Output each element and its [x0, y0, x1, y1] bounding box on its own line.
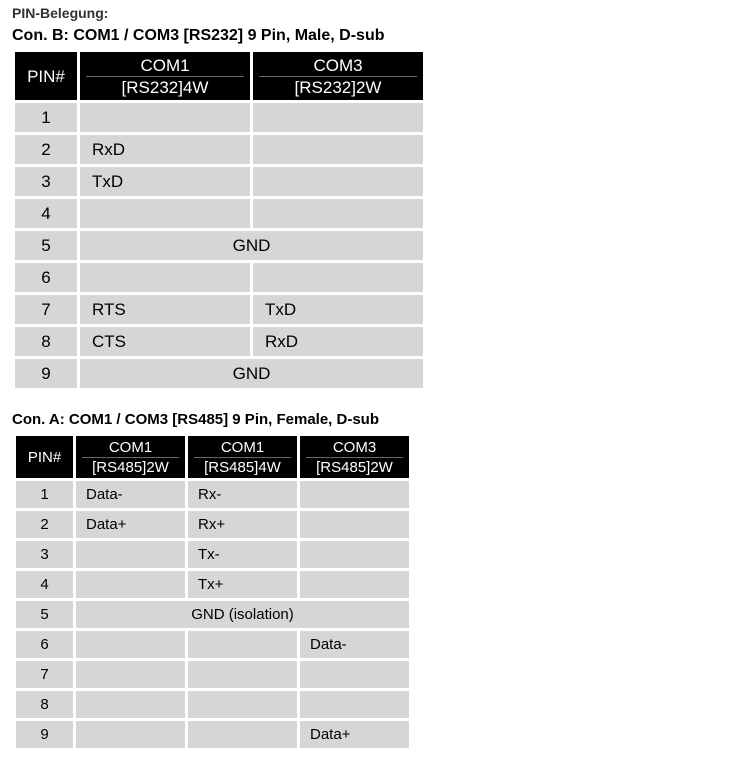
pin-number-cell: 7 — [15, 295, 77, 324]
com1-4w-signal-cell — [188, 721, 297, 748]
com3-signal-cell — [253, 263, 423, 292]
table-row — [16, 511, 409, 538]
table-row — [16, 631, 409, 658]
com1-signal-cell: CTS — [80, 327, 250, 356]
com1-2w-signal-cell — [76, 661, 185, 688]
com3-2w-signal-cell — [300, 691, 409, 718]
com3-signal-cell — [253, 167, 423, 196]
com3-2w-signal-cell: Data+ — [300, 721, 409, 748]
pin-number-cell: 5 — [16, 601, 73, 628]
com1-rs485-4w-header — [188, 436, 297, 478]
pin-number-cell: 3 — [16, 541, 73, 568]
table-row — [15, 359, 423, 388]
header-mode: [RS485]4W — [204, 458, 281, 476]
table-row — [16, 541, 409, 568]
page-heading: PIN-Belegung: — [12, 5, 109, 21]
shared-signal-cell: GND — [80, 231, 423, 260]
com1-rs232-4w-header — [80, 52, 250, 100]
table-header-row — [16, 436, 409, 478]
pin-header: PIN# — [16, 436, 73, 478]
com3-2w-signal-cell — [300, 571, 409, 598]
com3-2w-signal-cell — [300, 661, 409, 688]
table-row — [15, 295, 423, 324]
pin-number-cell: 3 — [15, 167, 77, 196]
con-b-pin-table — [12, 49, 426, 391]
pin-number-cell: 2 — [16, 511, 73, 538]
com1-2w-signal-cell — [76, 541, 185, 568]
com1-4w-signal-cell: Tx+ — [188, 571, 297, 598]
header-mode: [RS485]2W — [316, 458, 393, 476]
pin-number-cell: 2 — [15, 135, 77, 164]
pin-number-cell: 1 — [16, 481, 73, 508]
pin-number-cell: 1 — [15, 103, 77, 132]
com1-signal-cell — [80, 263, 250, 292]
com1-4w-signal-cell: Rx+ — [188, 511, 297, 538]
pin-number-cell: 4 — [15, 199, 77, 228]
com3-signal-cell — [253, 199, 423, 228]
table-row — [15, 327, 423, 356]
con-a-title: Con. A: COM1 / COM3 [RS485] 9 Pin, Female, D-sub — [12, 411, 380, 428]
com1-rs485-2w-header — [76, 436, 185, 478]
pin-number-cell: 6 — [15, 263, 77, 292]
header-port: COM1 — [194, 439, 291, 458]
header-mode: [RS232]4W — [121, 77, 209, 97]
shared-signal-cell: GND (isolation) — [76, 601, 409, 628]
header-port: COM3 — [259, 56, 417, 77]
com1-signal-cell — [80, 199, 250, 228]
table-row — [15, 199, 423, 228]
table-row — [16, 601, 409, 628]
com3-2w-signal-cell — [300, 511, 409, 538]
table-row — [16, 481, 409, 508]
com1-4w-signal-cell — [188, 661, 297, 688]
com1-signal-cell: TxD — [80, 167, 250, 196]
table-row — [15, 263, 423, 292]
pin-number-cell: 5 — [15, 231, 77, 260]
com3-signal-cell: RxD — [253, 327, 423, 356]
com1-4w-signal-cell — [188, 631, 297, 658]
com3-2w-signal-cell: Data- — [300, 631, 409, 658]
table-row — [16, 571, 409, 598]
pin-number-cell: 4 — [16, 571, 73, 598]
com1-2w-signal-cell — [76, 631, 185, 658]
table-row — [16, 691, 409, 718]
com1-2w-signal-cell — [76, 691, 185, 718]
shared-signal-cell: GND — [80, 359, 423, 388]
table-header-row — [15, 52, 423, 100]
table-row — [15, 167, 423, 196]
com1-signal-cell: RxD — [80, 135, 250, 164]
table-row — [15, 231, 423, 260]
pin-number-cell: 8 — [15, 327, 77, 356]
pin-number-cell: 6 — [16, 631, 73, 658]
header-mode: [RS232]2W — [294, 77, 382, 97]
con-b-title: Con. B: COM1 / COM3 [RS232] 9 Pin, Male, D-sub — [12, 27, 385, 44]
com3-signal-cell — [253, 135, 423, 164]
table-row — [15, 103, 423, 132]
com3-signal-cell: TxD — [253, 295, 423, 324]
com1-4w-signal-cell: Tx- — [188, 541, 297, 568]
com1-2w-signal-cell — [76, 721, 185, 748]
com1-signal-cell — [80, 103, 250, 132]
com1-2w-signal-cell: Data+ — [76, 511, 185, 538]
com3-rs485-2w-header — [300, 436, 409, 478]
com1-2w-signal-cell — [76, 571, 185, 598]
header-port: COM1 — [82, 439, 179, 458]
pin-number-cell: 9 — [15, 359, 77, 388]
table-row — [15, 135, 423, 164]
pin-header: PIN# — [15, 52, 77, 100]
com1-signal-cell: RTS — [80, 295, 250, 324]
com1-4w-signal-cell — [188, 691, 297, 718]
com3-2w-signal-cell — [300, 481, 409, 508]
header-port: COM1 — [86, 56, 244, 77]
con-a-pin-table — [13, 433, 412, 751]
com3-2w-signal-cell — [300, 541, 409, 568]
pin-number-cell: 8 — [16, 691, 73, 718]
header-port: COM3 — [306, 439, 403, 458]
com1-2w-signal-cell: Data- — [76, 481, 185, 508]
pin-number-cell: 7 — [16, 661, 73, 688]
com3-rs232-2w-header — [253, 52, 423, 100]
pin-number-cell: 9 — [16, 721, 73, 748]
table-row — [16, 721, 409, 748]
table-row — [16, 661, 409, 688]
header-mode: [RS485]2W — [92, 458, 169, 476]
com3-signal-cell — [253, 103, 423, 132]
com1-4w-signal-cell: Rx- — [188, 481, 297, 508]
